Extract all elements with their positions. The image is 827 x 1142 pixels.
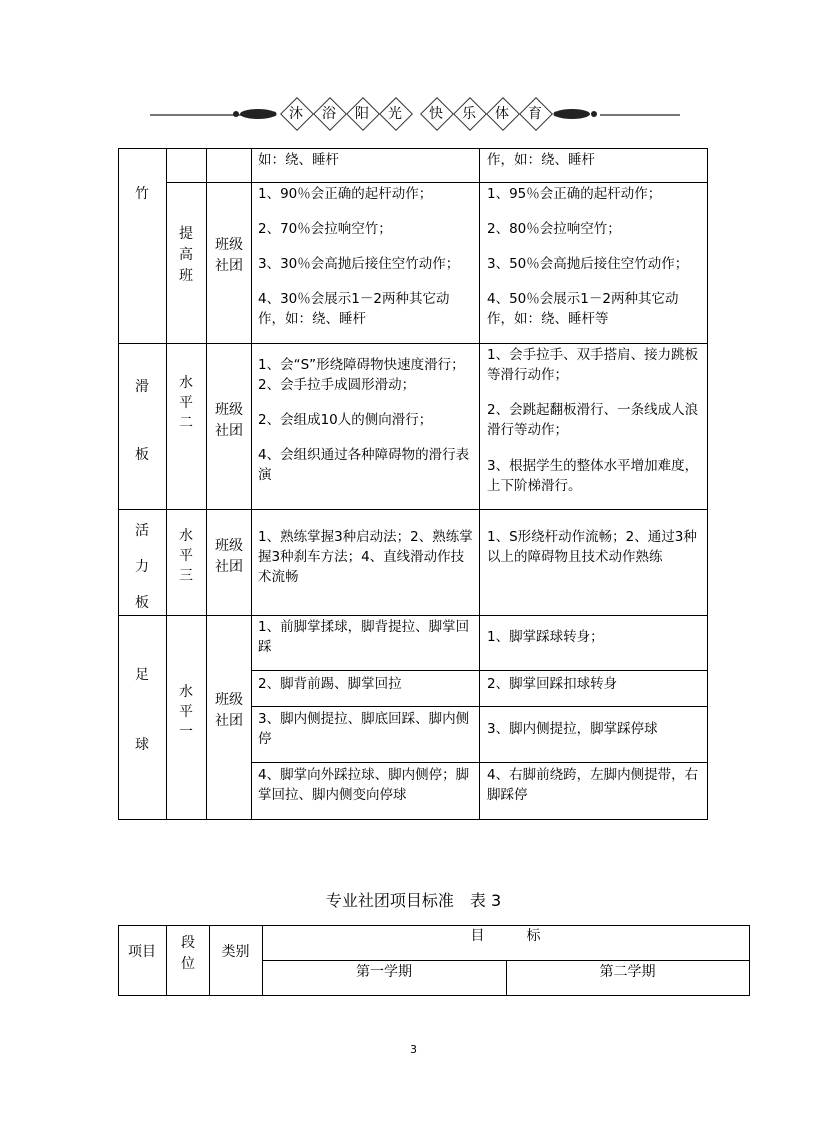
sem1-item: 1、会“S”形绕障碍物快速度滑行；2、会手拉手成圆形滑动； (258, 357, 465, 393)
sem2-item: 2、脚掌回踩扣球转身 (487, 676, 618, 692)
table-caption: 专业社团项目标准 表 3 (325, 891, 502, 910)
project-cell-huaban: 滑 板 (135, 379, 149, 463)
table-border-left (118, 148, 119, 820)
banner-char-5: 快 (429, 106, 443, 122)
banner-ornament-left-icon (228, 105, 278, 123)
sem1-item: 3、30％会高抛后接住空竹动作； (258, 256, 460, 272)
banner-ornament-right-icon (552, 105, 602, 123)
project-cell-zuqiu: 足 球 (135, 667, 149, 753)
table3-border-right (749, 925, 750, 996)
sem1-item: 2、会组成10人的侧向滑行； (258, 412, 433, 428)
category-cell: 班级 社团 (215, 538, 243, 575)
banner-char-2: 浴 (322, 106, 336, 122)
table-line (251, 148, 252, 820)
category-cell: 班级 社团 (215, 237, 243, 274)
sem1-item: 1、90％会正确的起杆动作； (258, 186, 433, 202)
banner-char-4: 光 (388, 106, 402, 122)
sem1-item: 3、脚内侧提拉、脚底回踩、脚内侧停 (258, 711, 470, 747)
header-category: 类别 (221, 944, 250, 960)
page-number: 3 (410, 1043, 417, 1056)
table-line (166, 148, 167, 820)
level-cell-shuiping1: 水 平 一 (179, 684, 193, 740)
sem2-item: 1、脚掌踩球转身； (487, 629, 604, 645)
sem2-item: 2、会跳起翻板滑行、一条线成人浪滑行等动作； (487, 402, 699, 438)
sem2-item: 1、会手拉手、双手搭肩、接力跳板等滑行动作； (487, 347, 699, 383)
sem1-item: 1、前脚掌揉球，脚背提拉、脚掌回踩 (258, 619, 470, 655)
table-line (206, 148, 207, 820)
table3-line (166, 925, 167, 996)
table3-border-bottom (118, 995, 750, 996)
header-project: 项目 (128, 944, 156, 960)
level-cell-tigaoban: 提 高 班 (179, 226, 193, 284)
level-cell-shuiping3: 水 平 三 (179, 528, 193, 584)
project-cell-huoliban: 活 力 板 (135, 523, 149, 611)
banner-char-7: 体 (495, 106, 509, 122)
banner-char-8: 育 (528, 106, 542, 122)
table-line (166, 182, 708, 183)
sem1-item: 4、脚掌向外踩拉球、脚内侧停；脚掌回拉、脚内侧变向停球 (258, 767, 470, 803)
category-cell: 班级 社团 (215, 692, 243, 729)
sem2-item: 4、50％会展示1－2两种其它动作，如：绕、睡杆等 (487, 291, 679, 327)
sem1-item: 2、70％会拉响空竹； (258, 221, 392, 237)
sem2-item: 1、95％会正确的起杆动作； (487, 186, 662, 202)
banner-char-3: 阳 (355, 106, 369, 122)
sem2-item: 3、脚内侧提拉，脚掌踩停球 (487, 721, 658, 737)
sem2-item: 4、右脚前绕跨，左脚内侧提带，右脚踩停 (487, 767, 699, 803)
sem2-item: 2、80％会拉响空竹； (487, 221, 621, 237)
banner-line-right (600, 114, 680, 116)
sem1-item: 1、熟练掌握3种启动法；2、熟练掌握3种刹车方法；4、直线滑动作技术流畅 (258, 529, 473, 585)
header-sem2: 第二学期 (599, 964, 656, 980)
sem1-item: 4、会组织通过各种障碍物的滑行表演 (258, 447, 470, 483)
sem1-item: 2、脚背前踢、脚掌回拉 (258, 676, 402, 692)
level-cell-shuiping2: 水 平 二 (179, 375, 193, 431)
header-level: 段 位 (181, 935, 195, 972)
banner-char-6: 乐 (462, 106, 476, 122)
sem2-item: 1、S形绕杆动作流畅；2、通过3种以上的障碍物且技术动作熟练 (487, 529, 697, 565)
sem1-item: 4、30％会展示1－2两种其它动作，如：绕、睡杆 (258, 291, 450, 327)
table-border-right (707, 148, 708, 820)
sem2-cell: 作，如：绕、睡杆 (487, 152, 595, 168)
category-cell: 班级 社团 (215, 402, 243, 439)
project-cell-zhu: 竹 (135, 186, 149, 202)
sem1-cell: 如：绕、睡杆 (258, 152, 339, 168)
table-line (479, 148, 480, 820)
banner-char-1: 沐 (289, 106, 303, 122)
sem2-item: 3、根据学生的整体水平增加难度，上下阶梯滑行。 (487, 458, 699, 494)
sem2-item: 3、50％会高抛后接住空竹动作； (487, 256, 689, 272)
header-target: 目 标 (470, 928, 541, 944)
header-sem1: 第一学期 (356, 964, 412, 980)
